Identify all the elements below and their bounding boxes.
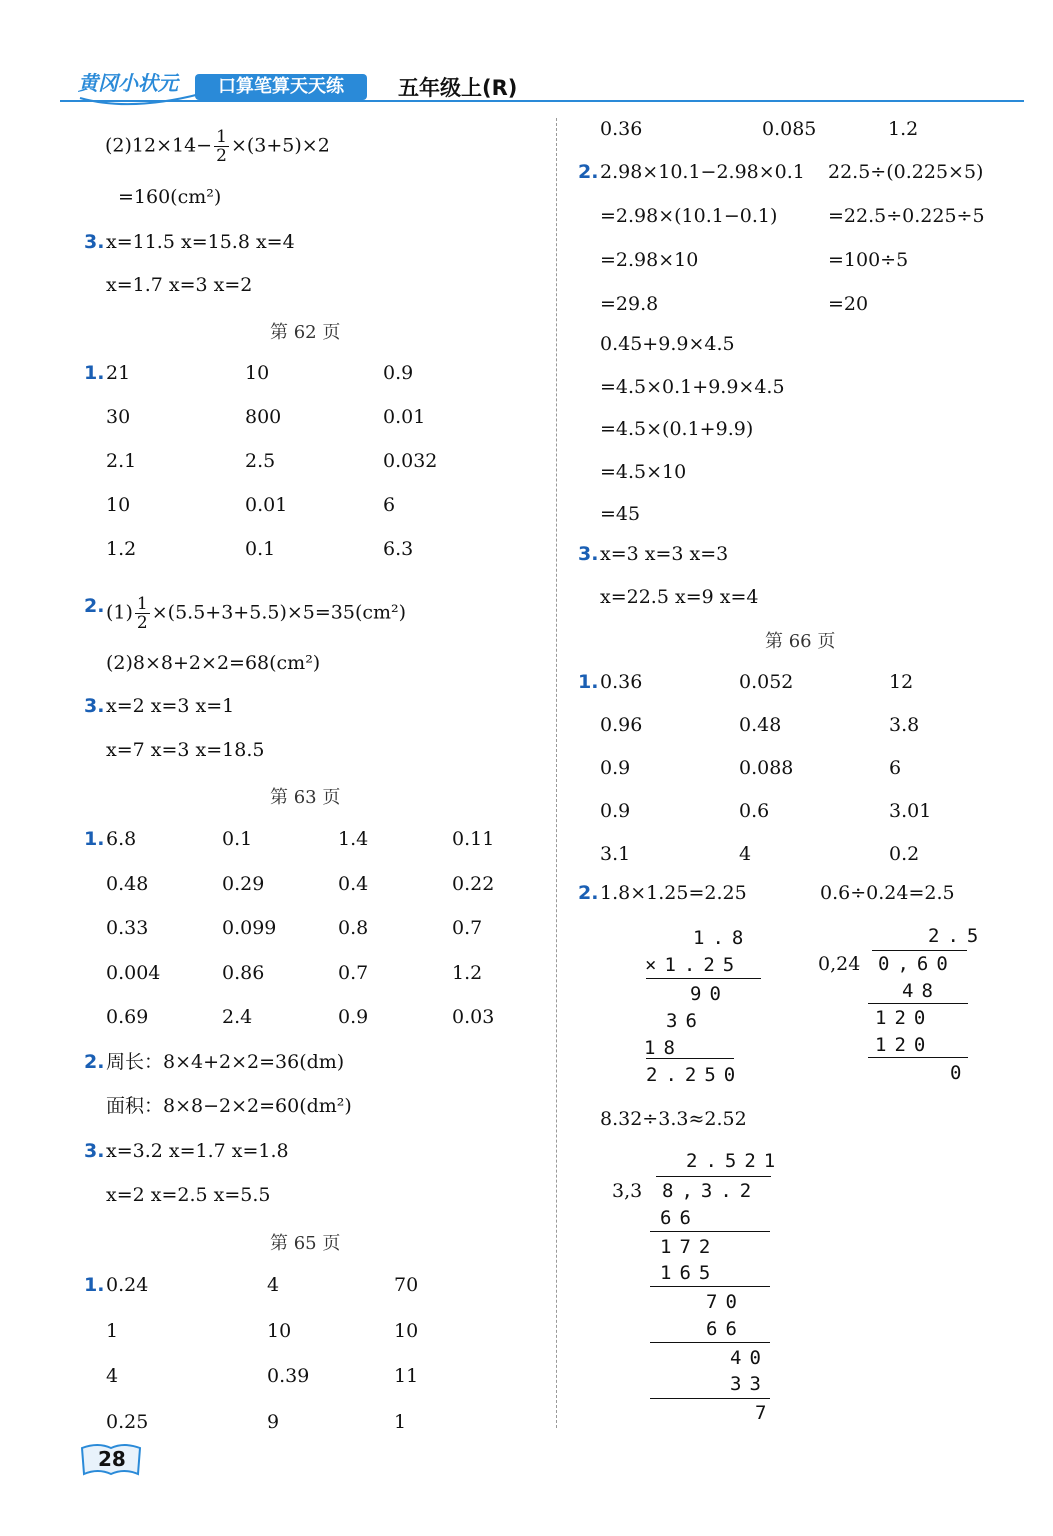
grade-label: 五年级上(R)	[398, 76, 518, 100]
divisor: 0,24	[818, 953, 861, 975]
calc-step: =4.5×0.1+9.9×4.5	[600, 375, 785, 398]
answer-line: x=11.5 x=15.8 x=4	[106, 231, 295, 253]
answer-cell: 0.36	[600, 118, 643, 140]
answer-cell: 4	[106, 1365, 119, 1387]
answer-line: 0.6÷0.24=2.5	[820, 882, 955, 904]
expr-result: =160(cm²)	[118, 186, 222, 208]
question-number: 3.	[578, 543, 599, 565]
calc-rule	[650, 1398, 770, 1399]
calc-step: =22.5÷0.225÷5	[828, 205, 985, 227]
answer-line: 1.8×1.25=2.25	[600, 882, 747, 904]
answer-cell: 6.3	[383, 538, 414, 560]
header-rule	[60, 100, 1024, 102]
calc-step: =2.98×10	[600, 249, 699, 271]
answer-cell: 0.29	[222, 872, 265, 895]
calc-step: =2.98×(10.1−0.1)	[600, 205, 778, 227]
answer-cell: 0.7	[338, 961, 369, 984]
answer-cell: 800	[245, 406, 282, 428]
question-number: 2.	[578, 161, 599, 183]
answer-cell: 6.8	[106, 828, 137, 850]
answer-cell: 0.01	[245, 494, 288, 516]
answer-line: 面积：8×8−2×2=60(dm²)	[106, 1095, 352, 1117]
answer-cell: 0.099	[222, 917, 277, 939]
calc-digit: 172	[660, 1236, 719, 1258]
answer-line: x=22.5 x=9 x=4	[600, 586, 759, 608]
calc-rule	[650, 1342, 770, 1343]
calc-rule	[868, 1003, 968, 1004]
answer-line: 8.32÷3.3≈2.52	[600, 1108, 747, 1130]
calc-step: =45	[600, 503, 641, 525]
question-number: 3.	[84, 1140, 105, 1162]
answer-cell: 11	[394, 1365, 419, 1387]
quotient: 2.5	[928, 925, 987, 947]
answer-cell: 1	[106, 1319, 119, 1342]
answer-cell: 10	[394, 1319, 419, 1342]
answer-cell: 70	[394, 1274, 419, 1296]
answer-cell: 0.7	[452, 917, 483, 939]
answer-cell: 0.9	[600, 800, 631, 822]
answer-cell: 30	[106, 406, 131, 428]
answer-cell: 0.085	[762, 118, 817, 140]
page-heading: 第 66 页	[765, 631, 836, 652]
answer-cell: 1.2	[106, 538, 137, 560]
answer-cell: 2.5	[245, 450, 276, 472]
calc-digit: 66	[660, 1207, 699, 1229]
calc-rule	[646, 1058, 734, 1059]
quotient: 2.521	[686, 1150, 784, 1172]
answer-line: x=3.2 x=1.7 x=1.8	[106, 1140, 289, 1162]
calc-digit: 66	[706, 1318, 745, 1340]
page-heading: 第 65 页	[270, 1233, 341, 1254]
answer-cell: 0.48	[739, 714, 782, 736]
expr-line: (2)12×14− $\frac{1}{2}$ ×(3+5)×2	[105, 127, 330, 166]
dividend: 8,3.2	[662, 1180, 760, 1202]
answer-cell: 9	[267, 1410, 280, 1433]
answer-cell: 10	[106, 494, 131, 516]
fraction: $\frac{1}{2}$	[136, 594, 148, 633]
calc-rule	[656, 1176, 771, 1177]
question-number: 1.	[84, 828, 105, 850]
calc-digit: 36	[666, 1010, 705, 1032]
answer-cell: 0.9	[338, 1006, 369, 1028]
calc-digit: 90	[690, 983, 729, 1005]
answer-cell: 10	[267, 1319, 292, 1342]
answer-cell: 0.25	[106, 1410, 149, 1433]
expr-line: (2)8×8+2×2=68(cm²)	[106, 652, 321, 674]
calc-rule	[646, 978, 761, 979]
calc-step: =4.5×(0.1+9.9)	[600, 418, 754, 440]
calc-step: 2.98×10.1−2.98×0.1	[600, 161, 805, 183]
calc-step: =20	[828, 293, 869, 315]
calc-step: =100÷5	[828, 249, 909, 271]
calc-digit: 18	[644, 1037, 683, 1059]
answer-line: x=7 x=3 x=18.5	[106, 739, 265, 761]
calc-rule	[872, 950, 967, 951]
calc-rule	[650, 1231, 770, 1232]
answer-cell: 2.4	[222, 1006, 253, 1028]
divisor: 3,3	[612, 1180, 643, 1202]
answer-cell: 3.01	[889, 800, 932, 822]
calc-digit: 120	[875, 1034, 934, 1056]
answer-line: x=3 x=3 x=3	[600, 543, 729, 565]
calc-rule	[650, 1286, 770, 1287]
answer-cell: 3.8	[889, 714, 920, 736]
answer-cell: 21	[106, 362, 131, 384]
question-number: 3.	[84, 695, 105, 717]
series-title: 口算笔算天天练	[195, 74, 367, 100]
answer-cell: 0.48	[106, 872, 149, 895]
calc-step: =4.5×10	[600, 460, 687, 483]
answer-cell: 0.9	[383, 362, 414, 384]
page-number: 28	[98, 1447, 126, 1471]
question-number: 2.	[84, 595, 105, 617]
answer-cell: 0.004	[106, 961, 161, 984]
answer-cell: 1	[394, 1410, 407, 1433]
question-number: 2.	[84, 1051, 105, 1073]
calc-digit: 120	[875, 1007, 934, 1029]
answer-cell: 10	[245, 362, 270, 384]
question-number: 3.	[84, 231, 105, 253]
answer-cell: 0.032	[383, 450, 438, 472]
calc-digit: ×1.25	[645, 954, 743, 976]
answer-cell: 0.03	[452, 1006, 495, 1028]
answer-cell: 0.8	[338, 917, 369, 939]
logo-icon	[70, 68, 210, 110]
answer-cell: 0.36	[600, 671, 643, 693]
answer-cell: 0.1	[245, 538, 276, 560]
answer-cell: 12	[889, 671, 914, 693]
answer-cell: 0.24	[106, 1274, 149, 1296]
answer-cell: 0.088	[739, 757, 794, 779]
calc-digit: 70	[706, 1291, 745, 1313]
answer-cell: 0.9	[600, 757, 631, 779]
answer-cell: 6	[889, 757, 902, 779]
calc-digit: 40	[730, 1347, 769, 1369]
calc-step: 0.45+9.9×4.5	[600, 333, 735, 355]
column-divider	[556, 118, 557, 1428]
page-heading: 第 62 页	[270, 322, 341, 343]
answer-cell: 0.96	[600, 714, 643, 736]
answer-line: x=2 x=3 x=1	[106, 695, 235, 717]
answer-cell: 0.052	[739, 671, 794, 693]
page-heading: 第 63 页	[270, 787, 341, 808]
dividend: 0,60	[878, 953, 956, 975]
calc-step: =29.8	[600, 293, 659, 315]
calc-digit: 0	[950, 1062, 970, 1084]
answer-cell: 0.86	[222, 961, 265, 984]
calc-digit: 7	[755, 1402, 775, 1424]
calc-step: 22.5÷(0.225×5)	[828, 161, 984, 183]
answer-cell: 0.11	[452, 828, 495, 850]
answer-cell: 0.22	[452, 872, 495, 895]
answer-cell: 1.2	[888, 118, 919, 140]
question-number: 1.	[84, 362, 105, 384]
answer-cell: 0.2	[889, 843, 920, 865]
answer-cell: 0.39	[267, 1365, 310, 1387]
answer-line: x=2 x=2.5 x=5.5	[106, 1184, 271, 1206]
fraction: $\frac{1}{2}$	[216, 127, 227, 166]
answer-cell: 0.4	[338, 872, 369, 895]
question-number: 1.	[578, 671, 599, 693]
answer-cell: 4	[267, 1274, 280, 1296]
answer-cell: 1.2	[452, 961, 483, 984]
answer-cell: 6	[383, 494, 396, 516]
answer-line: x=1.7 x=3 x=2	[106, 274, 253, 296]
calc-digit: 33	[730, 1373, 769, 1395]
calc-digit: 1.8	[693, 927, 752, 949]
calc-rule	[868, 1057, 968, 1058]
answer-cell: 0.33	[106, 917, 149, 939]
expr-line: (1) $\frac{1}{2}$ ×(5.5+3+5.5)×5=35(cm²)	[106, 594, 407, 633]
calc-digit: 165	[660, 1262, 719, 1284]
answer-cell: 0.6	[739, 800, 770, 822]
answer-cell: 0.01	[383, 406, 426, 428]
answer-line: 周长：8×4+2×2=36(dm)	[106, 1051, 345, 1073]
question-number: 1.	[84, 1274, 105, 1296]
question-number: 2.	[578, 882, 599, 904]
answer-cell: 0.69	[106, 1006, 149, 1028]
answer-cell: 3.1	[600, 843, 631, 865]
answer-cell: 4	[739, 843, 752, 865]
calc-digit: 48	[902, 980, 941, 1002]
answer-cell: 2.1	[106, 450, 137, 472]
answer-cell: 1.4	[338, 828, 369, 850]
answer-cell: 0.1	[222, 828, 253, 850]
calc-digit: 2.250	[646, 1064, 744, 1086]
logo-text: 黄冈小状元	[78, 71, 178, 95]
